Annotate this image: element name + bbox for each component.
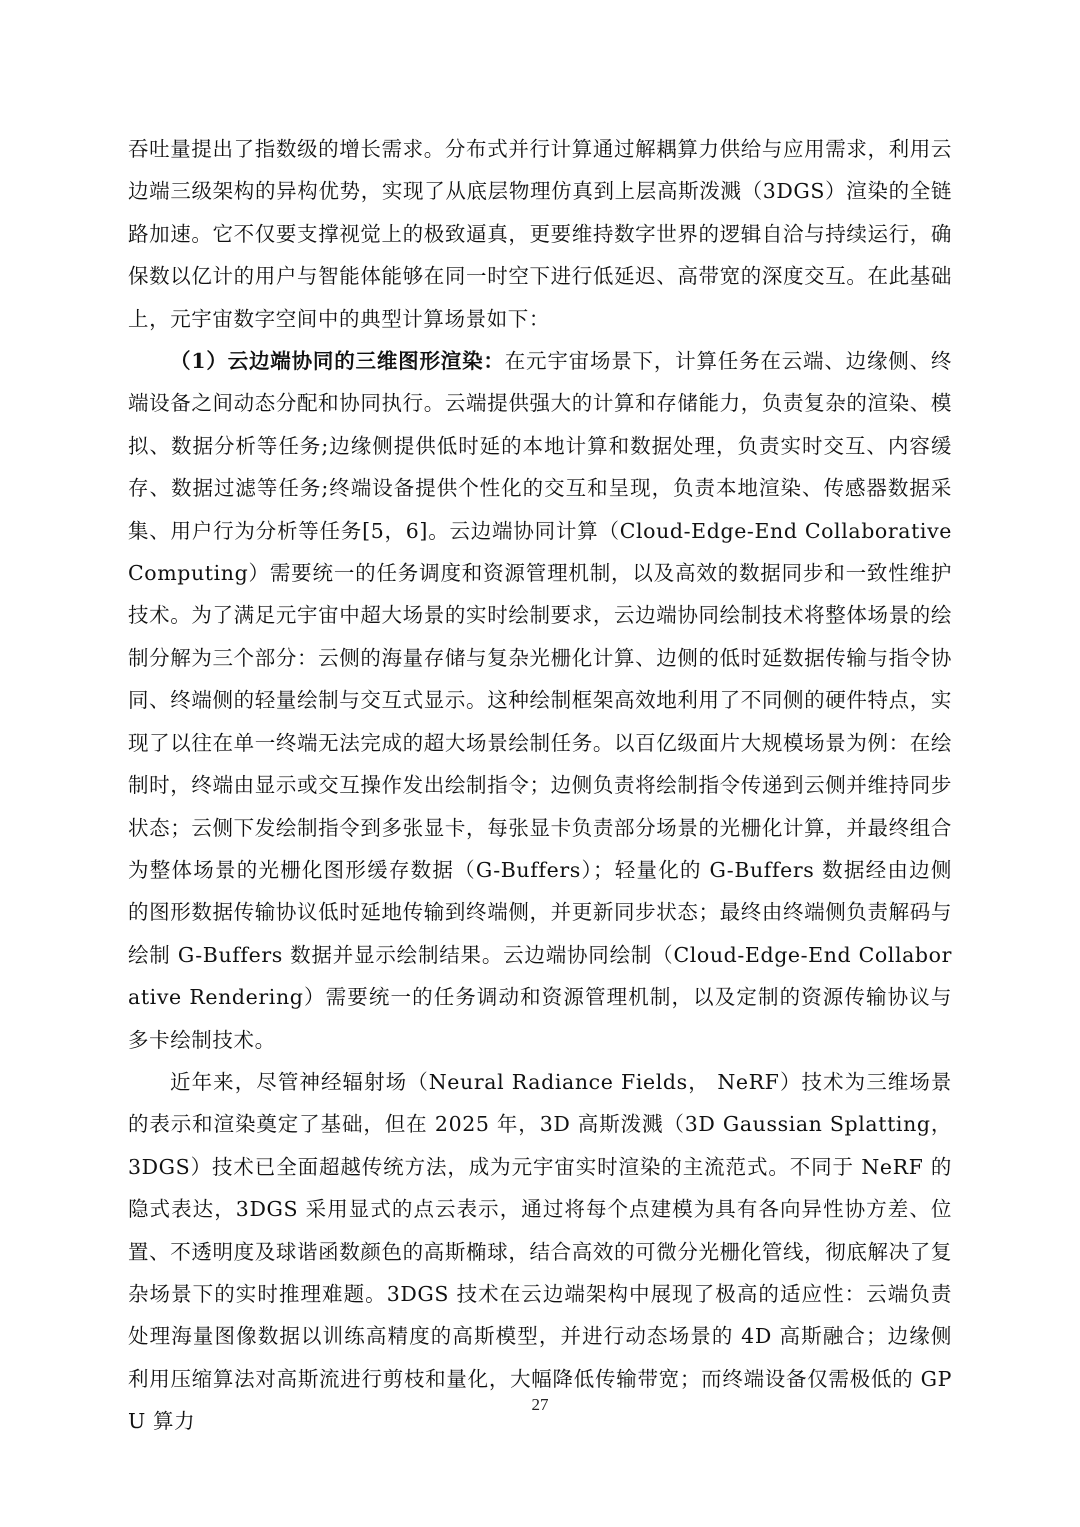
- paragraph-text: 吞吐量提出了指数级的增长需求。分布式并行计算通过解耦算力供给与应用需求，利用云边端三级架构的异构优势，实现了从底层物理仿真到上层高斯泼溅（3DGS）渲染的全链路加速。它不仅要支撑视觉上的极致逼真，更要维持数字世界的逻辑自洽与持续运行，确保数以亿计的用户与智能体能够在同一时空下进行低延迟、高带宽的深度交互。在此基础上，元宇宙数字空间中的典型计算场景如下：: [128, 137, 952, 331]
- document-page: [128, 128, 952, 1468]
- paragraph-lead-heading: （1）云边端协同的三维图形渲染：: [170, 349, 505, 374]
- paragraph-cloud-edge-rendering: [128, 340, 952, 1061]
- paragraph-3dgs: [128, 1061, 952, 1443]
- page-number: 27: [531, 1395, 549, 1414]
- paragraph-continued: [128, 128, 952, 340]
- paragraph-text: 在元宇宙场景下，计算任务在云端、边缘侧、终端设备之间动态分配和协同执行。云端提供强大的计算和存储能力，负责复杂的渲染、模拟、数据分析等任务;边缘侧提供低时延的本地计算和数据处理，负责实时交互、内容缓存、数据过滤等任务;终端设备提供个性化的交互和呈现，负责本地渲染、传感器数据采集、用户行为分析等任务[5，6]。云边端协同计算（Cloud-Edge-End Collaborative Computing）需要统一的任务调度和资源管理机制，以及高效的数据同步和一致性维护技术。为了满足元宇宙中超大场景的实时绘制要求，云边端协同绘制技术将整体场景的绘制分解为三个部分：云侧的海量存储与复杂光栅化计算、边侧的低时延数据传输与指令协同、终端侧的轻量绘制与交互式显示。这种绘制框架高效地利用了不同侧的硬件特点，实现了以往在单一终端无法完成的超大场景绘制任务。以百亿级面片大规模场景为例：在绘制时，终端由显示或交互操作发出绘制指令；边侧负责将绘制指令传递到云侧并维持同步状态；云侧下发绘制指令到多张显卡，每张显卡负责部分场景的光栅化计算，并最终组合为整体场景的光栅化图形缓存数据（G-Buffers）；轻量化的 G-Buffers 数据经由边侧的图形数据传输协议低时延地传输到终端侧，并更新同步状态；最终由终端侧负责解码与绘制 G-Buffers 数据并显示绘制结果。云边端协同绘制（Cloud-Edge-End Collaborative Rendering）需要统一的任务调动和资源管理机制，以及定制的资源传输协议与多卡绘制技术。: [128, 349, 952, 1052]
- paragraph-text: 近年来，尽管神经辐射场（Neural Radiance Fields， NeRF）技术为三维场景的表示和渲染奠定了基础，但在 2025 年，3D 高斯泼溅（3D Gaussian Splatting， 3DGS）技术已全面超越传统方法，成为元宇宙实时渲染的主流范式。不同于 NeRF 的隐式表达，3DGS 采用显式的点云表示，通过将每个点建模为具有各向异性协方差、位置、不透明度及球谐函数颜色的高斯椭球，结合高效的可微分光栅化管线，彻底解决了复杂场景下的实时推理难题。3DGS 技术在云边端架构中展现了极高的适应性：云端负责处理海量图像数据以训练高精度的高斯模型，并进行动态场景的 4D 高斯融合；边缘侧利用压缩算法对高斯流进行剪枝和量化，大幅降低传输带宽；而终端设备仅需极低的 GPU 算力: [128, 1069, 952, 1434]
